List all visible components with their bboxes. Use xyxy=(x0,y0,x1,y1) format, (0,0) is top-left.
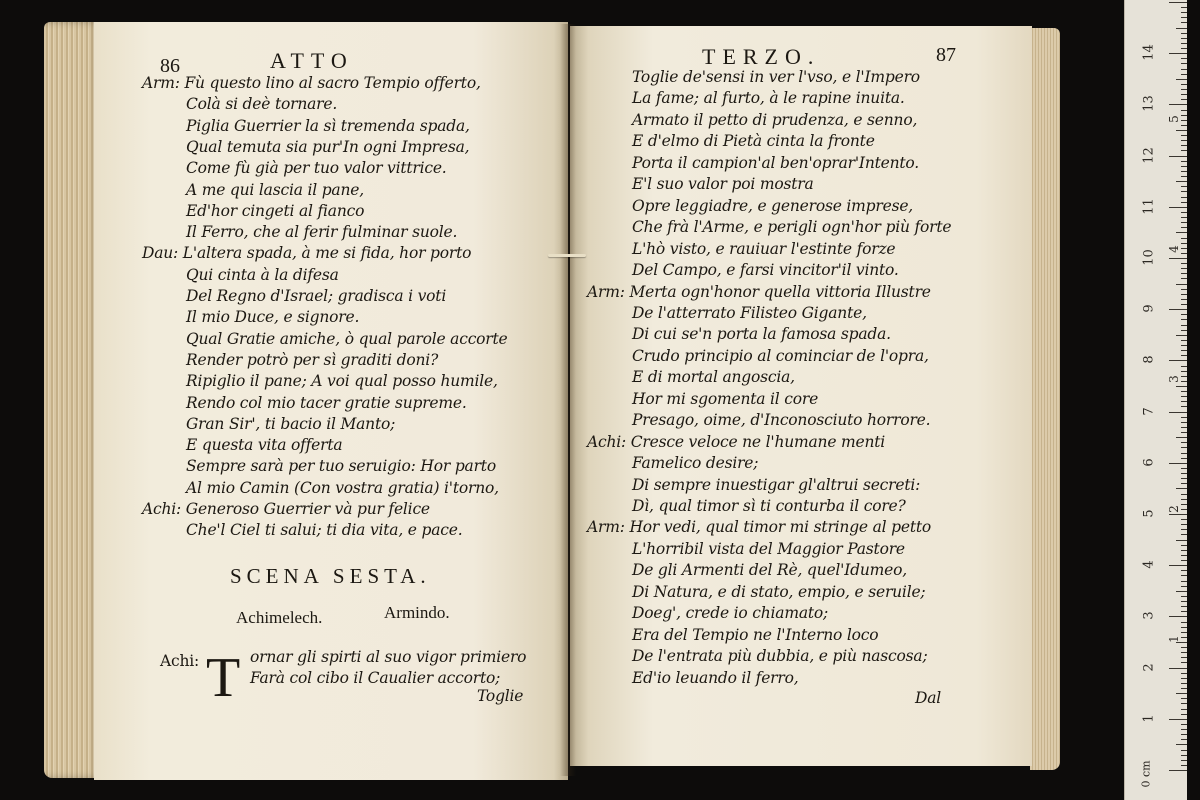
ruler-cm-label: 5 xyxy=(1141,509,1157,518)
ruler-tick xyxy=(1181,698,1187,699)
ruler-tick xyxy=(1181,570,1187,571)
ruler-tick xyxy=(1169,360,1187,361)
ruler-tick xyxy=(1176,540,1187,541)
verse-line: Render potrò per sì graditi doni? xyxy=(186,351,439,369)
ruler-tick xyxy=(1169,309,1187,310)
book-page-edges-right xyxy=(1030,28,1060,770)
ruler-tick xyxy=(1176,28,1187,29)
verse-line: Qual temuta sia pur'In ogni Impresa, xyxy=(186,138,470,156)
ruler-tick xyxy=(1181,509,1187,510)
ruler-tick xyxy=(1181,330,1187,331)
verse-line: Del Regno d'Israel; gradisca i voti xyxy=(186,287,447,305)
ruler-tick xyxy=(1169,463,1187,464)
ruler-tick xyxy=(1181,611,1187,612)
ruler-tick xyxy=(1176,488,1187,489)
scene-title: SCENA SESTA. xyxy=(230,564,431,588)
ruler-tick xyxy=(1181,739,1187,740)
ruler-tick xyxy=(1181,657,1187,658)
ruler-tick xyxy=(1181,263,1187,264)
ruler-tick xyxy=(1176,130,1187,131)
ruler-tick xyxy=(1181,381,1187,382)
verse-line: E'l suo valor poi mostra xyxy=(632,175,814,193)
ruler-tick xyxy=(1181,345,1187,346)
ruler-tick xyxy=(1181,289,1187,290)
ruler-tick xyxy=(1181,63,1187,64)
verse-line: Gran Sir', ti bacio il Manto; xyxy=(186,415,396,433)
verse-line: Era del Tempio ne l'Interno loco xyxy=(632,626,879,644)
ruler-tick xyxy=(1181,89,1187,90)
ruler-tick xyxy=(1169,2,1187,3)
ruler-tick xyxy=(1181,586,1187,587)
ruler-tick xyxy=(1181,304,1187,305)
ruler-tick xyxy=(1181,647,1187,648)
ruler-tick xyxy=(1181,473,1187,474)
ruler-tick xyxy=(1181,734,1187,735)
verse-line: La fame; al furto, à le rapine inuita. xyxy=(632,89,905,107)
ruler-tick xyxy=(1181,524,1187,525)
ruler-tick xyxy=(1181,278,1187,279)
ruler-tick xyxy=(1176,335,1187,336)
ruler-tick xyxy=(1181,596,1187,597)
ruler-tick xyxy=(1181,401,1187,402)
verse-line: Rendo col mio tacer gratie supreme. xyxy=(186,394,467,412)
ruler-tick xyxy=(1181,673,1187,674)
verse-line: De l'atterrato Filisteo Gigante, xyxy=(632,304,867,322)
ruler-tick xyxy=(1181,442,1187,443)
ruler-tick xyxy=(1181,468,1187,469)
speaker-label: Achi: xyxy=(160,652,200,670)
ruler-tick xyxy=(1181,294,1187,295)
ruler-tick xyxy=(1181,243,1187,244)
ruler-tick xyxy=(1181,581,1187,582)
ruler-tick xyxy=(1176,744,1187,745)
ruler-tick xyxy=(1181,340,1187,341)
verse-line: Qual Gratie amiche, ò qual parole accorte xyxy=(186,330,508,348)
ruler-tick xyxy=(1181,217,1187,218)
ruler-tick xyxy=(1181,115,1187,116)
ruler-tick xyxy=(1181,212,1187,213)
ruler-tick xyxy=(1181,299,1187,300)
verse-line: E d'elmo di Pietà cinta la fronte xyxy=(632,132,875,150)
ruler-tick xyxy=(1181,406,1187,407)
verse-line: De l'entrata più dubbia, e più nascosa; xyxy=(632,647,928,665)
ruler-tick xyxy=(1181,314,1187,315)
ruler-tick xyxy=(1176,591,1187,592)
ruler-tick xyxy=(1181,504,1187,505)
ruler-tick xyxy=(1181,191,1187,192)
right-catchword: Dal xyxy=(915,689,942,707)
verse-line: Crudo principio al cominciar de l'opra, xyxy=(632,347,929,365)
ruler-tick xyxy=(1181,678,1187,679)
ruler-cm-label: 4 xyxy=(1141,560,1157,569)
ruler-tick xyxy=(1181,760,1187,761)
verse-line: Colà si deè tornare. xyxy=(186,95,338,113)
ruler-tick xyxy=(1181,662,1187,663)
verse-line: Il mio Duce, e signore. xyxy=(186,308,360,326)
verse-line: Opre leggiadre, e generose imprese, xyxy=(632,197,914,215)
ruler-cm-label: 12 xyxy=(1141,146,1157,164)
verse-line: E di mortal angoscia, xyxy=(632,368,795,386)
verse-line: Arm: Merta ogn'honor quella vittoria Illustre xyxy=(587,283,931,301)
ruler-tick xyxy=(1181,350,1187,351)
ruler-inch-label: 3 xyxy=(1167,375,1181,383)
ruler-inch-label: 4 xyxy=(1167,244,1181,253)
verse-line: Doeg', crede io chiamato; xyxy=(632,604,829,622)
ruler-tick xyxy=(1181,99,1187,100)
ruler-inch-label: 1 xyxy=(1167,635,1181,643)
ruler-tick xyxy=(1169,412,1187,413)
right-running-header: TERZO. xyxy=(702,44,821,69)
left-catchword: Toglie xyxy=(477,687,524,705)
ruler-tick xyxy=(1181,555,1187,556)
ruler-cm-label: 13 xyxy=(1141,95,1157,113)
ruler-tick xyxy=(1181,48,1187,49)
ruler-tick xyxy=(1181,355,1187,356)
ruler-tick xyxy=(1181,765,1187,766)
ruler-tick xyxy=(1181,222,1187,223)
ruler-tick xyxy=(1181,396,1187,397)
ruler-tick xyxy=(1181,125,1187,126)
ruler-tick xyxy=(1181,319,1187,320)
ruler-tick xyxy=(1181,519,1187,520)
verse-line: Toglie de'sensi in ver l'vso, e l'Impero xyxy=(632,68,920,86)
verse-line: Dau: L'altera spada, à me si fida, hor porto xyxy=(142,244,472,262)
ruler-tick xyxy=(1169,770,1187,771)
ruler-inch-label: 5 xyxy=(1167,114,1181,123)
ruler-tick xyxy=(1181,755,1187,756)
verse-line: Armato il petto di prudenza, e senno, xyxy=(632,111,918,129)
ruler-tick xyxy=(1181,74,1187,75)
verse-line: L'hò visto, e rauiuar l'estinte forze xyxy=(632,240,896,258)
verse-line: Ripiglio il pane; A voi qual posso humile, xyxy=(186,372,498,390)
ruler-tick xyxy=(1181,729,1187,730)
ruler-cm-label: 6 xyxy=(1141,458,1157,467)
ruler-tick xyxy=(1176,284,1187,285)
ruler-tick xyxy=(1181,22,1187,23)
ruler-tick xyxy=(1181,622,1187,623)
drop-capital: T xyxy=(206,647,241,709)
measuring-ruler xyxy=(1124,0,1187,800)
ruler-cm-label: 10 xyxy=(1141,249,1157,266)
ruler-tick xyxy=(1181,550,1187,551)
ruler-tick xyxy=(1181,120,1187,121)
ruler-tick xyxy=(1181,703,1187,704)
verse-line: Ed'hor cingeti al fianco xyxy=(186,202,365,220)
verse-line: Che'l Ciel ti salui; ti dia vita, e pace. xyxy=(186,521,463,539)
ruler-tick xyxy=(1181,161,1187,162)
verse-line: Famelico desire; xyxy=(632,454,759,472)
ruler-tick xyxy=(1181,478,1187,479)
verse-line: Sempre sarà per tuo seruigio: Hor parto xyxy=(186,457,496,475)
ruler-tick xyxy=(1181,135,1187,136)
ruler-tick xyxy=(1181,58,1187,59)
verse-line: Al mio Camin (Con vostra gratia) i'torno, xyxy=(186,479,499,497)
ruler-tick xyxy=(1181,709,1187,710)
ruler-tick xyxy=(1181,197,1187,198)
verse-line: Dì, qual timor sì ti conturba il core? xyxy=(632,497,906,515)
ruler-tick xyxy=(1169,156,1187,157)
ruler-tick xyxy=(1181,637,1187,638)
ruler-cm-label: 1 xyxy=(1141,714,1157,723)
ruler-tick xyxy=(1181,575,1187,576)
ruler-tick xyxy=(1181,545,1187,546)
ruler-tick xyxy=(1181,94,1187,95)
ruler-cm-label: 11 xyxy=(1141,198,1157,215)
verse-line: Achi: Cresce veloce ne l'humane menti xyxy=(587,433,886,451)
verse-line: Porta il campion'al ben'oprar'Intento. xyxy=(632,154,919,172)
ruler-tick xyxy=(1181,606,1187,607)
verse-line: Piglia Guerrier la sì tremenda spada, xyxy=(186,117,470,135)
ruler-cm-label: 3 xyxy=(1141,611,1157,621)
ruler-tick xyxy=(1181,432,1187,433)
ruler-tick xyxy=(1181,69,1187,70)
ruler-tick xyxy=(1181,110,1187,111)
ruler-tick xyxy=(1169,616,1187,617)
ruler-tick xyxy=(1181,253,1187,254)
ruler-tick xyxy=(1169,719,1187,720)
ruler-tick xyxy=(1181,7,1187,8)
verse-line: Del Campo, e farsi vincitor'il vinto. xyxy=(632,261,899,279)
ruler-cm-label: 14 xyxy=(1141,44,1157,61)
ruler-tick xyxy=(1181,84,1187,85)
ruler-cm-label: 2 xyxy=(1141,662,1157,672)
ruler-tick xyxy=(1181,453,1187,454)
ruler-tick xyxy=(1181,458,1187,459)
ruler-unit-label: 0 cm xyxy=(1139,760,1153,788)
ruler-tick xyxy=(1181,268,1187,269)
ruler-tick xyxy=(1181,714,1187,715)
ruler-tick xyxy=(1181,427,1187,428)
ruler-tick xyxy=(1181,43,1187,44)
ruler-tick xyxy=(1181,447,1187,448)
ruler-tick xyxy=(1181,366,1187,367)
ruler-tick xyxy=(1181,186,1187,187)
left-page-number: 86 xyxy=(160,55,180,77)
ruler-tick xyxy=(1169,258,1187,259)
ruler-tick xyxy=(1181,483,1187,484)
ruler-tick xyxy=(1181,601,1187,602)
ruler-tick xyxy=(1181,688,1187,689)
left-running-header: ATTO xyxy=(270,48,354,73)
ruler-tick xyxy=(1176,232,1187,233)
verse-line: Il Ferro, che al ferir fulminar suole. xyxy=(186,223,458,241)
ruler-tick xyxy=(1181,17,1187,18)
ruler-tick xyxy=(1181,33,1187,34)
ruler-tick xyxy=(1181,171,1187,172)
verse-line: L'horribil vista del Maggior Pastore xyxy=(632,540,905,558)
ruler-tick xyxy=(1181,176,1187,177)
ruler-tick xyxy=(1176,181,1187,182)
ruler-tick xyxy=(1181,750,1187,751)
verse-line: Qui cinta à la difesa xyxy=(186,266,339,284)
verse-line: Arm: Hor vedi, qual timor mi stringe al petto xyxy=(587,518,932,536)
book-gutter xyxy=(560,24,576,776)
ruler-tick xyxy=(1181,529,1187,530)
ruler-tick xyxy=(1181,248,1187,249)
ruler-cm-label: 8 xyxy=(1141,355,1157,365)
verse-line: Arm: Fù questo lino al sacro Tempio offerto, xyxy=(142,74,481,92)
ruler-tick xyxy=(1181,166,1187,167)
verse-line: A me qui lascia il pane, xyxy=(186,181,364,199)
ruler-tick xyxy=(1181,227,1187,228)
right-page-number: 87 xyxy=(936,44,956,66)
ruler-tick xyxy=(1169,104,1187,105)
ruler-tick xyxy=(1169,668,1187,669)
ruler-tick xyxy=(1169,53,1187,54)
verse-line: Di sempre inuestigar gl'altrui secreti: xyxy=(632,476,921,494)
ruler-inch-label: 2 xyxy=(1167,505,1181,513)
character-achimelech: Achimelech. xyxy=(236,608,323,627)
verse-line: Come fù già per tuo valor vittrice. xyxy=(186,159,447,177)
ruler-tick xyxy=(1181,145,1187,146)
verse-line: Presago, oime, d'Inconosciuto horrore. xyxy=(632,411,931,429)
ruler-tick xyxy=(1181,325,1187,326)
ruler-tick xyxy=(1176,437,1187,438)
ruler-tick xyxy=(1181,150,1187,151)
verse-line: Di Natura, e di stato, empio, e seruile; xyxy=(632,583,926,601)
ruler-tick xyxy=(1181,38,1187,39)
ruler-tick xyxy=(1181,627,1187,628)
ruler-tick xyxy=(1181,632,1187,633)
verse-line: Che frà l'Arme, e perigli ogn'hor più forte xyxy=(632,218,952,236)
ruler-tick xyxy=(1176,79,1187,80)
final-line: Farà col cibo il Caualier accorto; xyxy=(250,669,501,687)
verse-line: Ed'io leuando il ferro, xyxy=(632,669,799,687)
ruler-cm-label: 7 xyxy=(1141,406,1157,416)
ruler-tick xyxy=(1181,12,1187,13)
ruler-tick xyxy=(1181,417,1187,418)
ruler-tick xyxy=(1181,652,1187,653)
ruler-tick xyxy=(1181,238,1187,239)
verse-line: Achi: Generoso Guerrier và pur felice xyxy=(142,500,430,518)
ruler-tick xyxy=(1181,560,1187,561)
final-line: ornar gli spirti al suo vigor primiero xyxy=(250,648,527,666)
binding-thread xyxy=(548,254,586,257)
ruler-tick xyxy=(1181,391,1187,392)
ruler-tick xyxy=(1176,693,1187,694)
ruler-tick xyxy=(1169,565,1187,566)
ruler-tick xyxy=(1181,371,1187,372)
verse-line: E questa vita offerta xyxy=(186,436,343,454)
ruler-tick xyxy=(1181,724,1187,725)
ruler-tick xyxy=(1181,202,1187,203)
ruler-tick xyxy=(1181,376,1187,377)
character-armindo: Armindo. xyxy=(384,603,450,622)
verse-line: Di cui se'n porta la famosa spada. xyxy=(632,325,891,343)
ruler-cm-label: 9 xyxy=(1141,304,1157,313)
verse-line: Hor mi sgomenta il core xyxy=(632,390,819,408)
ruler-tick xyxy=(1181,499,1187,500)
ruler-tick xyxy=(1181,683,1187,684)
verse-line: De gli Armenti del Rè, quel'Idumeo, xyxy=(632,561,907,579)
ruler-tick xyxy=(1181,140,1187,141)
ruler-tick xyxy=(1181,534,1187,535)
ruler-tick xyxy=(1181,273,1187,274)
ruler-tick xyxy=(1181,494,1187,495)
ruler-tick xyxy=(1169,207,1187,208)
ruler-tick xyxy=(1181,422,1187,423)
